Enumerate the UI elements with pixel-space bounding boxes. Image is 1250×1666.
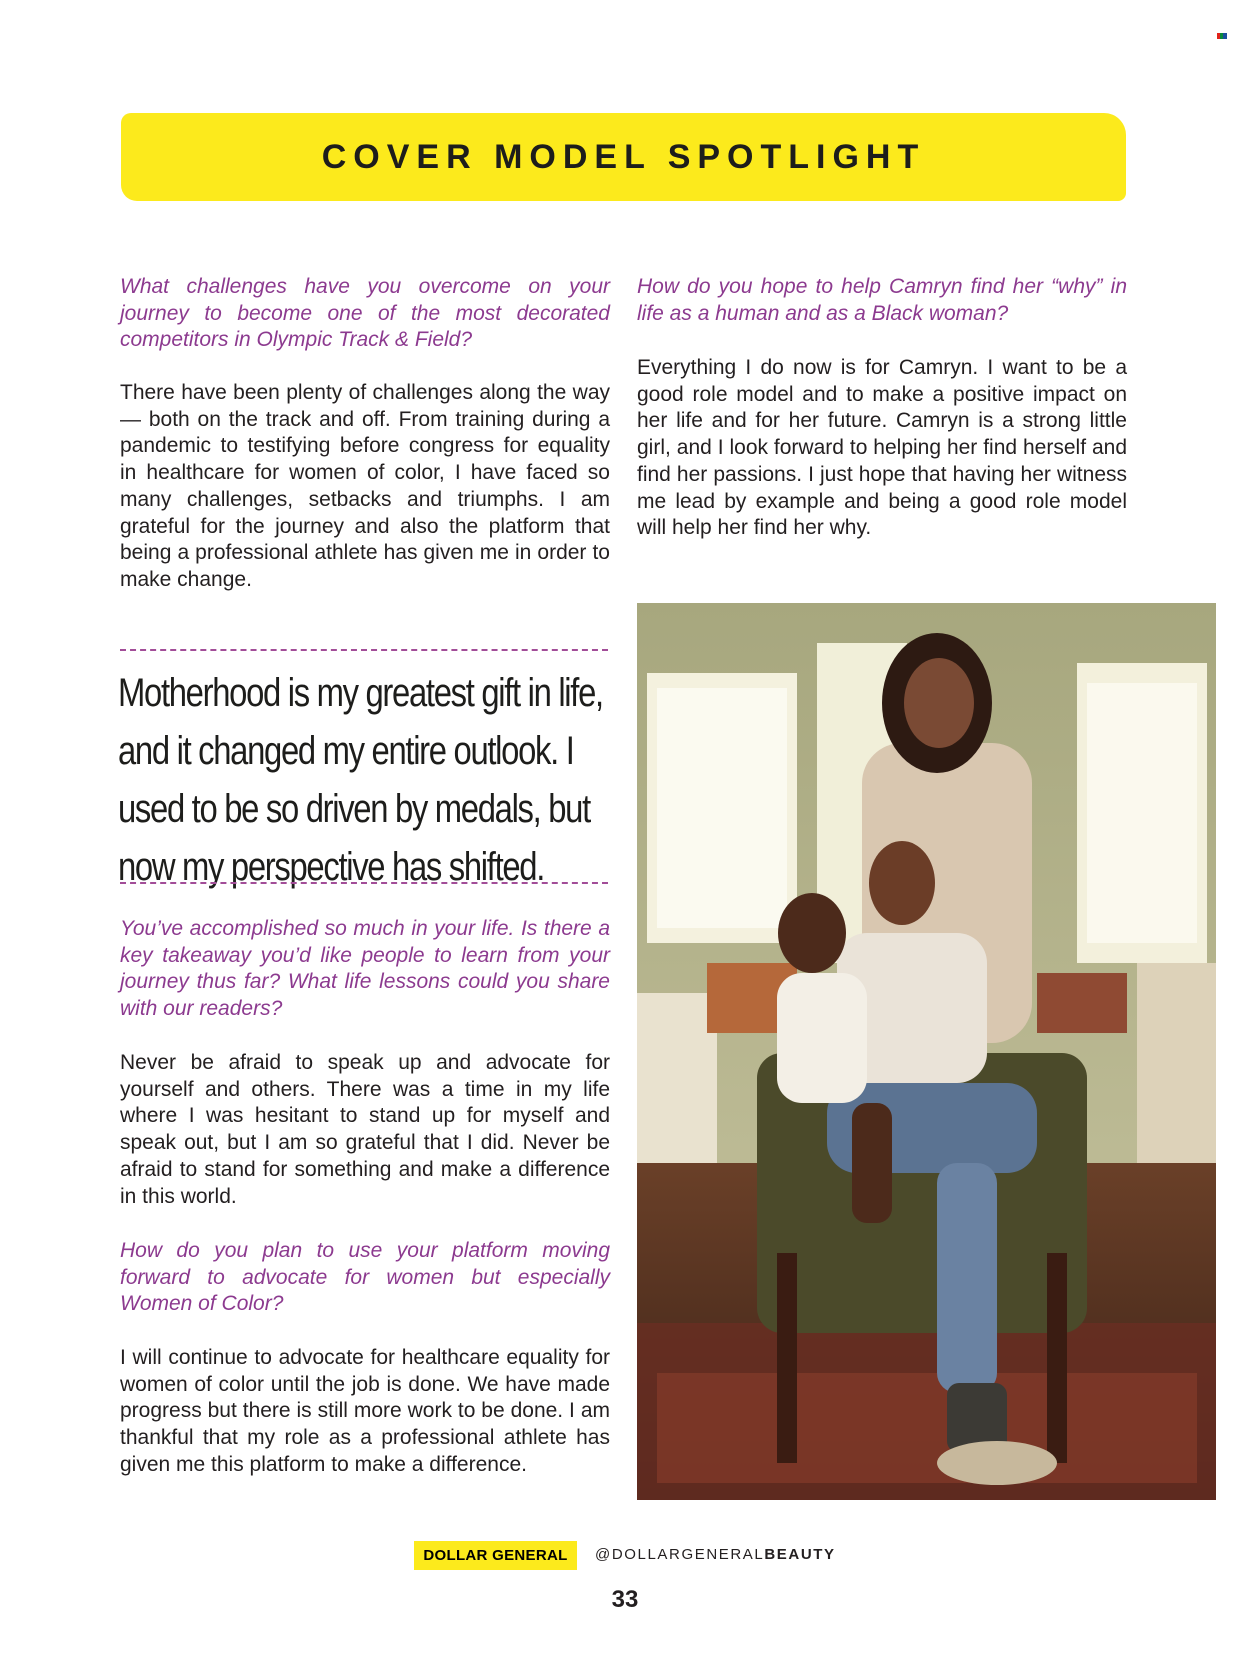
social-handle	[595, 1546, 836, 1563]
question-camryn: How do you hope to help Camryn find her “why” in life as a human and as a Black woman?	[637, 275, 1127, 325]
pull-quote	[118, 664, 618, 896]
answer-camryn: Everything I do now is for Camryn. I want to be a good role model and to make a positive impact on her life and for her future. Camryn is a strong little girl, and I look forward to helping her find herself and find her passions. I just hope that having her witness me lead by example and being a good role model will help her find her why.	[637, 356, 1127, 540]
question-challenges: What challenges have you overcome on your journey to become one of the most decorated competitors in Olympic Track & Field?	[120, 275, 610, 352]
corner-color-mark	[1217, 33, 1227, 39]
question-takeaway: You’ve accomplished so much in your life. Is there a key takeaway you’d like people to learn from your journey thus far? What life lessons could you share with our readers?	[120, 917, 610, 1021]
answer-challenges: There have been plenty of challenges along the way — both on the track and off. From training during a pandemic to testifying before congress for equality in healthcare for women of color, I have faced so many challenges, setbacks and triumphs. I am grateful for the journey and also the platform that being a professional athlete has given me in order to make change.	[120, 381, 610, 591]
pull-quote-line: used to be so driven by medals, but	[118, 787, 590, 831]
banner-title: COVER MODEL SPOTLIGHT	[321, 137, 926, 176]
pull-quote-line: and it changed my entire outlook. I	[118, 729, 574, 773]
page-number: 33	[611, 1586, 639, 1613]
section-banner	[121, 113, 1126, 201]
pull-quote-divider-top	[120, 649, 608, 651]
answer-platform: I will continue to advocate for healthcare equality for women of color until the job is done. We have made progress but there is still more work to be done. I am thankful that my role as a professional athlete has given me this platform to make a difference.	[120, 1346, 610, 1476]
logo-text: DOLLAR GENERAL	[423, 1547, 568, 1564]
handle-suffix: BEAUTY	[764, 1546, 836, 1563]
family-photo	[637, 603, 1216, 1500]
handle-prefix: @DOLLARGENERAL	[595, 1546, 765, 1563]
answer-takeaway: Never be afraid to speak up and advocate for yourself and others. There was a time in my life where I was hesitant to stand up for myself and speak out, but I am so grateful that I did. Never be afraid to stand for something and make a difference in this world.	[120, 1051, 610, 1208]
pull-quote-line: Motherhood is my greatest gift in life,	[118, 671, 603, 715]
dollar-general-logo	[414, 1541, 577, 1570]
pull-quote-line: now my perspective has shifted.	[118, 845, 545, 889]
question-platform: How do you plan to use your platform moving forward to advocate for women but especially Women of Color?	[120, 1239, 610, 1316]
pull-quote-divider-bottom	[120, 882, 608, 884]
family-photo-illustration	[637, 603, 1216, 1500]
